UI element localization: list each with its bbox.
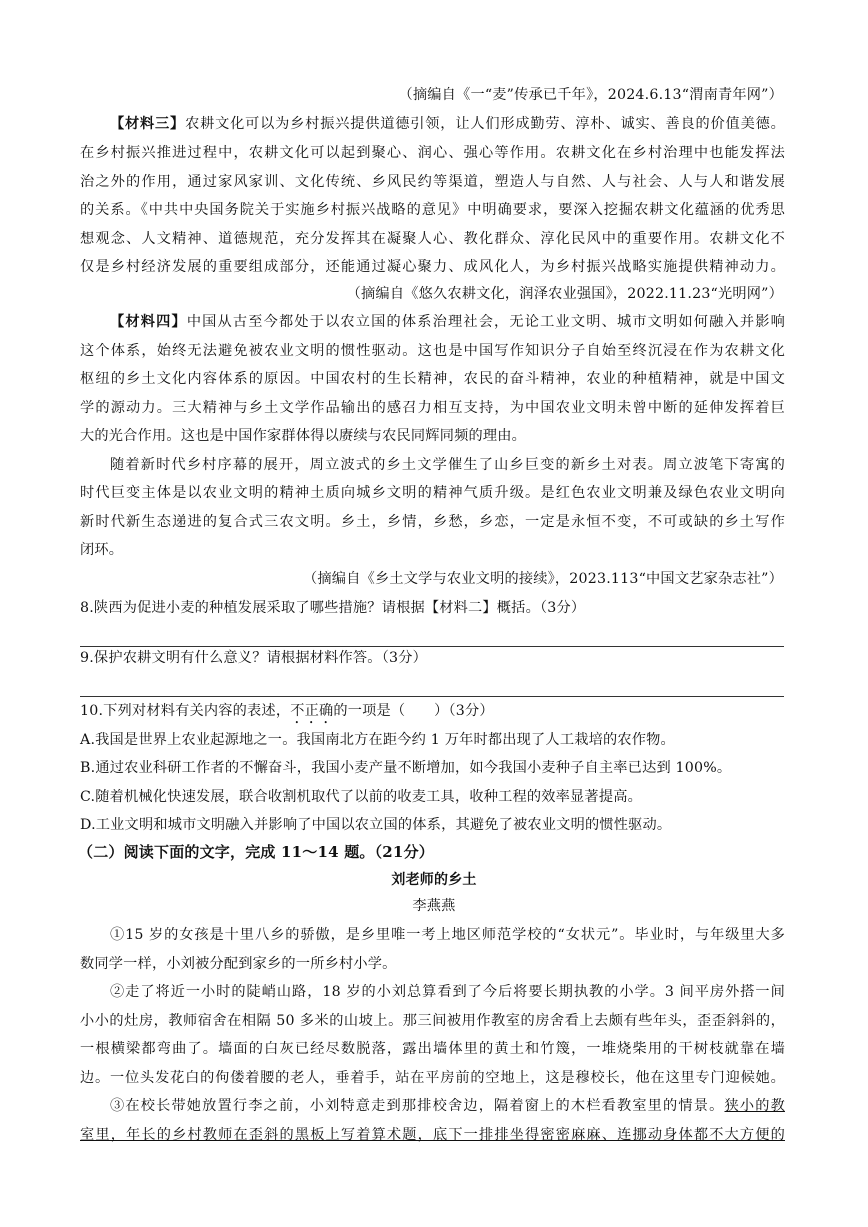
story-title: 刘老师的乡土 [391, 872, 477, 888]
material-4-line-1: 【材料四】中国从古至今都处于以农立国的体系治理社会，无论工业文明、城市文明如何融入并影响 [110, 314, 785, 330]
story-p3-line-1: ③在校长带她放置行李之前，小刘特意走到那排校舍边，隔着窗上的木栏看教室里的情景。狭小的教 [110, 1098, 785, 1114]
material-3-line-4: 的关系。《中共中央国务院关于实施乡村振兴战略的意见》中明确要求，要深入挖掘农耕文化蕴涵的优秀思 [80, 202, 785, 218]
story-p2-line-2: 小小的灶房，教师宿舍在相隔 50 多米的山坡上。那三间被用作教室的房舍看上去颇有些年头，歪歪斜斜的， [80, 1013, 785, 1029]
story-p2-line-1: ②走了将近一小时的陡峭山路，18 岁的小刘总算看到了今后将要长期执教的小学。3 间平房外搭一间 [110, 984, 785, 1000]
material-3-label: 【材料三】 [110, 116, 186, 132]
material-3-line-6: 仅是乡村经济发展的重要组成部分，还能通过凝心聚力、成风化人，为乡村振兴战略实施提供精神动力。 [80, 259, 785, 275]
story-p3-line-2-underlined: 室里，年长的乡村教师在歪斜的黑板上写着算术题，底下一排排坐得密密麻麻、连挪动身体都不大方便的 [80, 1127, 785, 1143]
source-note-material-3: （摘编自《悠久农耕文化，润泽农业强国》，2022.11.23“光明网”） [346, 286, 783, 302]
material-4-line-2: 这个体系，始终无法避免被农业文明的惯性驱动。这也是中国写作知识分子自始至终沉浸在作为农耕文化 [80, 343, 785, 359]
story-p1-line-2: 数同学一样，小刘被分配到家乡的一所乡村小学。 [80, 956, 397, 972]
answer-line-q8[interactable] [80, 646, 784, 647]
option-c[interactable]: C.随着机械化快速发展，联合收割机取代了以前的收麦工具，收种工程的效率显著提高。 [80, 789, 642, 805]
material-4-line-5: 大的光合作用。这也是中国作家群体得以赓续与农民同辉同频的理由。 [80, 428, 527, 444]
answer-line-q9[interactable] [80, 696, 784, 697]
question-8: 8.陕西为促进小麦的种植发展采取了哪些措施？请根据【材料二】概括。（3分） [80, 600, 586, 616]
question-9: 9.保护农耕文明有什么意义？请根据材料作答。（3分） [80, 650, 427, 666]
story-p2-line-3: 一根横梁都弯曲了。墙面的白灰已经尽数脱落，露出墙体里的黄土和竹篾，一堆烧柴用的干树枝就靠在墙 [80, 1041, 785, 1057]
material-3-line-1: 【材料三】农耕文化可以为乡村振兴提供道德引领，让人们形成勤劳、淳朴、诚实、善良的价值美德。 [110, 116, 785, 132]
material-4-line-4: 学的源动力。三大精神与乡土文学作品输出的感召力相互支持，为中国农业文明未曾中断的延伸发挥着巨 [80, 400, 785, 416]
material-4-p2-line-2: 时代巨变主体是以农业文明的精神土质向城乡文明的精神气质升级。是红色农业文明兼及绿色农业文明向 [80, 485, 785, 501]
underlined-passage-start: 狭小的教 [724, 1098, 785, 1114]
material-4-p2-line-3: 新时代新生态递进的复合式三农文明。乡土，乡情，乡愁，乡恋，一定是永恒不变，不可或缺的乡土写作 [80, 514, 785, 530]
material-3-line-2: 在乡村振兴推进过程中，农耕文化可以起到聚心、润心、强心等作用。农耕文化在乡村治理中也能发挥法 [80, 145, 785, 161]
emphasis-not-correct: 不正确 [290, 703, 334, 719]
option-d[interactable]: D.工业文明和城市文明融入并影响了中国以农立国的体系，其避免了被农业文明的惯性驱动。 [80, 817, 672, 833]
source-note-material-2: （摘编自《一“麦”传承已千年》，2024.6.13“渭南青年网”） [398, 87, 783, 103]
material-3-line-5: 想观念、人文精神、道德规范，充分发挥其在凝聚人心、教化群众、淳化民风中的重要作用。农耕文化不 [80, 231, 785, 247]
story-p2-line-4: 边。一位头发花白的佝偻着腰的老人，垂着手，站在平房前的空地上，这是穆校长，他在这里专门迎候她。 [80, 1070, 785, 1086]
material-3-line-3: 治之外的作用，通过家风家训、文化传统、乡风民约等渠道，塑造人与自然、人与社会、人与人和谐发展 [80, 174, 785, 190]
story-p1-line-1: ①15 岁的女孩是十里八乡的骄傲，是乡里唯一考上地区师范学校的“女状元”。毕业时，与年级里大多 [110, 927, 785, 943]
material-4-p2-line-1: 随着新时代乡村序幕的展开，周立波式的乡土文学催生了山乡巨变的新乡土对表。周立波笔下寄寓的 [110, 457, 785, 473]
source-note-material-4: （摘编自《乡土文学与农业文明的接续》，2023.113“中国文艺家杂志社”） [303, 571, 783, 587]
question-10: 10.下列对材料有关内容的表述，不正确的一项是（ ）（3分） [80, 703, 494, 719]
material-4-line-3: 枢纽的乡土文化内容体系的原因。中国农村的生长精神，农民的奋斗精神，农业的种植精神，就是中国文 [80, 371, 785, 387]
option-a[interactable]: A.我国是世界上农业起源地之一。我国南北方在距今约 1 万年时都出现了人工栽培的农作物。 [80, 732, 675, 748]
section-2-heading: （二）阅读下面的文字，完成 11～14 题。（21分） [78, 843, 434, 861]
story-author: 李燕燕 [412, 898, 456, 914]
material-4-p2-line-4: 闭环。 [80, 542, 124, 558]
material-4-label: 【材料四】 [110, 314, 187, 330]
option-b[interactable]: B.通过农业科研工作者的不懈奋斗，我国小麦产量不断增加，如今我国小麦种子自主率已达到 100%。 [80, 760, 732, 776]
